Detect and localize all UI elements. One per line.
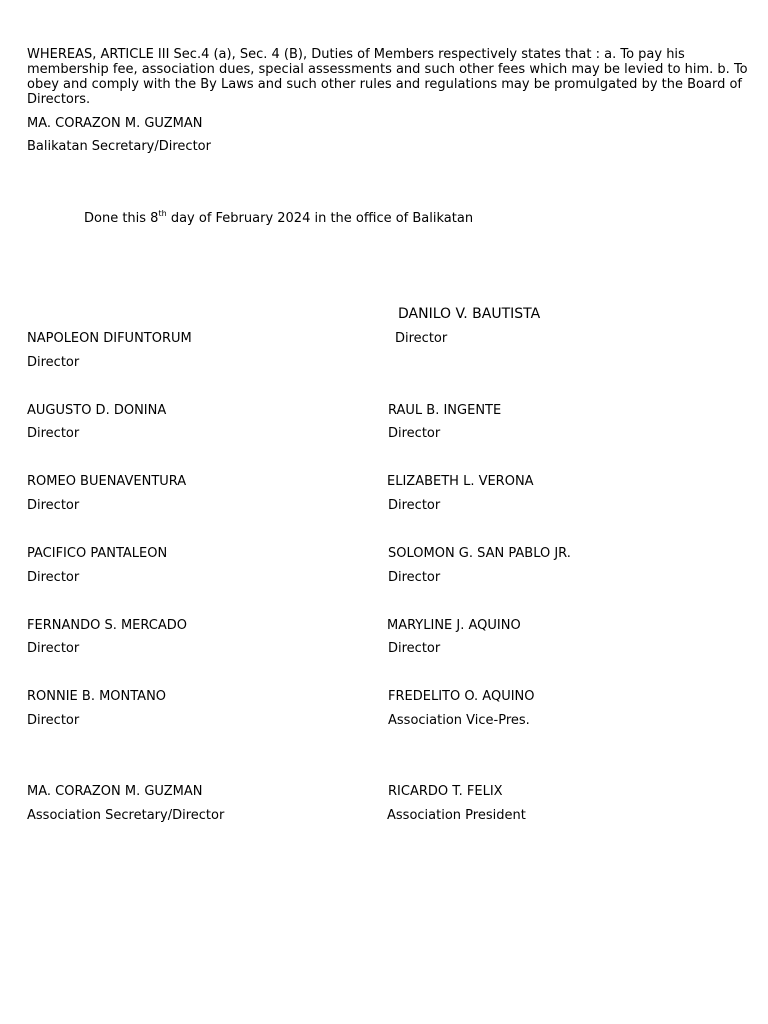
signatory-name-romeo: ROMEO BUENAVENTURA (27, 474, 187, 489)
signatory-title-elizabeth: Director (388, 498, 441, 513)
signatory-title-pacifico: Director (27, 570, 80, 585)
signatory-name-corazon: MA. CORAZON M. GUZMAN (27, 784, 203, 799)
intro-signer-title: Balikatan Secretary/Director (27, 139, 211, 154)
signatory-name-ricardo: RICARDO T. FELIX (388, 784, 503, 799)
signatory-title-solomon: Director (388, 570, 441, 585)
signatory-title-augusto: Director (27, 426, 80, 441)
intro-signer-name: MA. CORAZON M. GUZMAN (27, 116, 203, 131)
signatory-name-napoleon: NAPOLEON DIFUNTORUM (27, 331, 192, 346)
done-statement (84, 211, 473, 226)
signatory-name-maryline: MARYLINE J. AQUINO (387, 618, 521, 633)
signatory-title-ronnie: Director (27, 713, 80, 728)
signatory-title-ricardo: Association President (387, 808, 526, 823)
signatory-name-elizabeth: ELIZABETH L. VERONA (387, 474, 534, 489)
signatory-name-ronnie: RONNIE B. MONTANO (27, 689, 167, 704)
whereas-paragraph: WHEREAS, ARTICLE III Sec.4 (a), Sec. 4 (B), Duties of Members respectively states that : a. To pay his membership fee, association dues, special assessments and such other fees which may be levied to him. b. To obey and comply with the By Laws and such other rules and regulations may be promulgated by the Board of Directors. (27, 47, 748, 107)
signatory-name-fernando: FERNANDO S. MERCADO (27, 618, 187, 633)
signatory-name-raul: RAUL B. INGENTE (388, 403, 502, 418)
signatory-name-fredelito: FREDELITO O. AQUINO (388, 689, 535, 704)
signatory-title-fredelito: Association Vice-Pres. (388, 713, 530, 728)
signatory-title-fernando: Director (27, 641, 80, 656)
done-prefix: Done this 8 (84, 211, 159, 226)
signatory-name-solomon: SOLOMON G. SAN PABLO JR. (388, 546, 571, 561)
signatory-name-augusto: AUGUSTO D. DONINA (27, 403, 167, 418)
done-suffix: day of February 2024 in the office of Balikatan (166, 211, 474, 226)
done-ordinal-suffix: th (158, 209, 167, 218)
signatory-name-pacifico: PACIFICO PANTALEON (27, 546, 168, 561)
signatory-title-corazon: Association Secretary/Director (27, 808, 225, 823)
signatory-name-danilo: DANILO V. BAUTISTA (398, 306, 541, 322)
signatory-title-raul: Director (388, 426, 441, 441)
signatory-title-maryline: Director (388, 641, 441, 656)
signatory-title-napoleon: Director (27, 355, 80, 370)
signatory-title-romeo: Director (27, 498, 80, 513)
signatory-title-danilo: Director (395, 331, 448, 346)
